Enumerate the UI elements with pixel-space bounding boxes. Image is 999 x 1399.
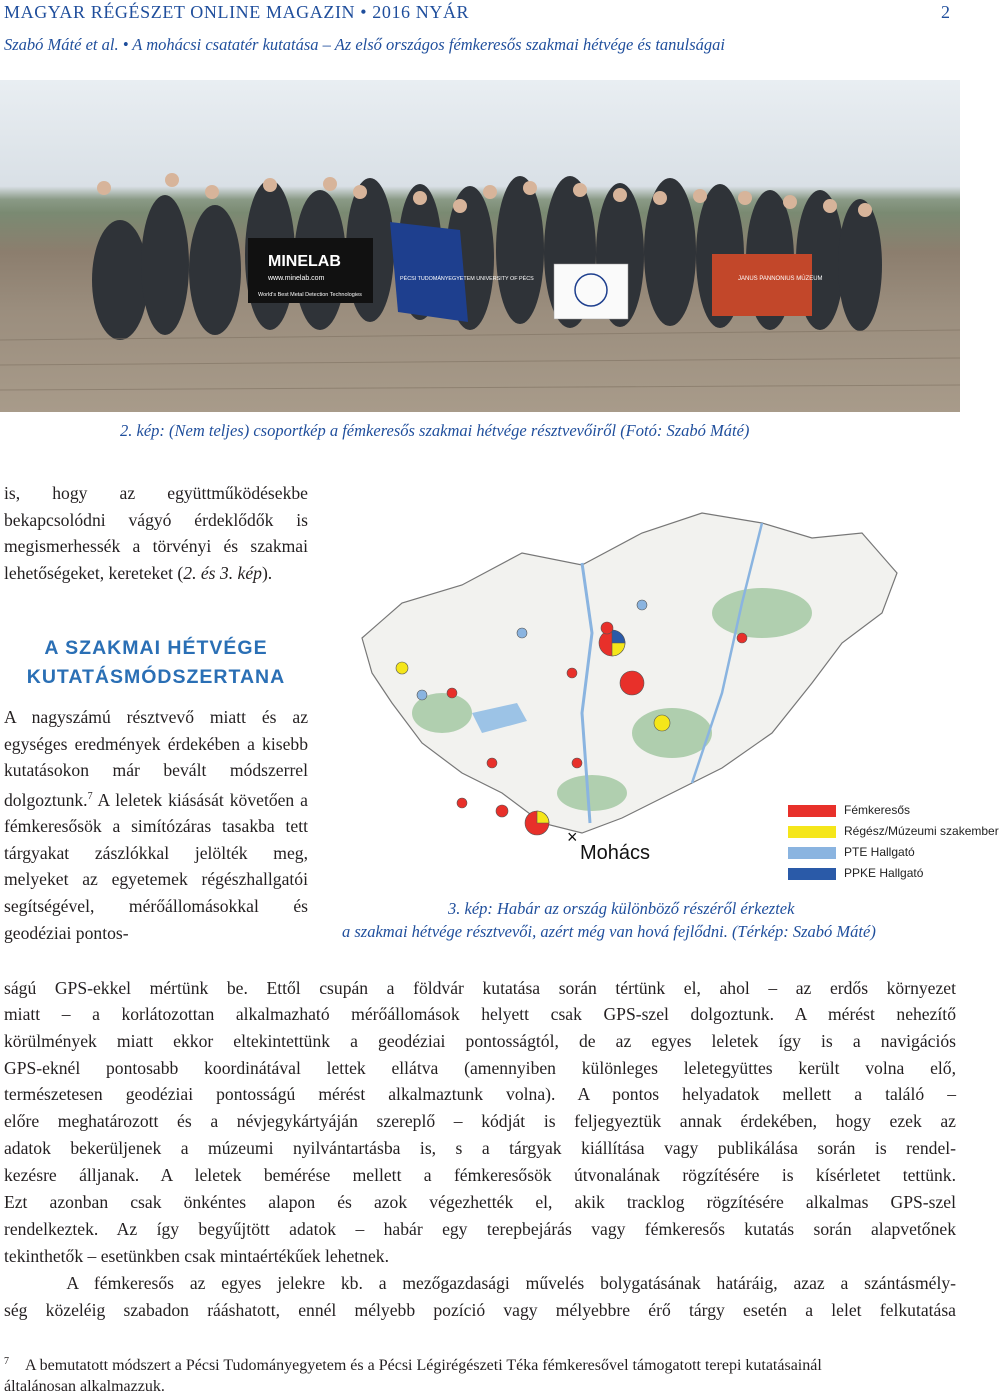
- mohacs-marker-icon: ×: [567, 827, 578, 847]
- jpm-banner-text: JANUS PANNONIUS MÚZEUM: [738, 276, 823, 282]
- body-line: kezésre álljanak. A leletek bemérése mellett a fémkeresősök útvonalának rögzítésére is kísérletet tettünk.: [4, 1165, 956, 1185]
- footnote-text: A bemutatott módszert a Pécsi Tudományegyetem és a Pécsi Légirégészeti Téka fémkeresővel támogatott terepi kutatásainál: [25, 1357, 822, 1375]
- page-number: 2: [941, 2, 950, 22]
- left-para-1-end: ).: [261, 562, 273, 583]
- body-line: tekinthetők – esetünkben csak mintaértékűek lehetnek.: [4, 1246, 389, 1266]
- body-line: A fémkeresős az egyes jelekre kb. a mezőgazdasági művelés bolygatásának határáig, azaz a szántásmély-: [4, 1273, 956, 1293]
- footnote: [4, 1356, 822, 1375]
- pte-banner-text: PÉCSI TUDOMÁNYEGYETEM UNIVERSITY OF PÉCS: [400, 276, 534, 282]
- left-para-1-text: is, hogy az együttműködésekbe bekapcsolódni vágyó érdeklődők is megismerhessék a törvényi és szakmai lehetőségeket, kereteket (: [4, 483, 308, 583]
- body-line: ség közeléig szabadon rááshatott, ennél mélyebb pozíció vagy mélyebbre érő tárgy esetén a lelet felkutatása: [4, 1300, 956, 1320]
- left-para-1: [4, 480, 308, 586]
- minelab-tag-text: World's Best Metal Detection Technologies: [258, 292, 362, 298]
- footnote-reference[interactable]: 7: [87, 790, 93, 802]
- running-title: Szabó Máté et al. • A mohácsi csatatér kutatása – Az első országos fémkeresős szakmai hétvége és tanulságai: [4, 35, 726, 54]
- group-photo: [0, 80, 960, 412]
- footnote-number: 7: [4, 1356, 9, 1367]
- body-line: rendelkeztek. Az így begyűjtött adatok – habár egy terepbejárás vagy fémkeresős kutatás során alapvetőnek: [4, 1219, 956, 1239]
- body-line: GPS-eknél pontosabb koordinátával lettek ellátva (amennyiben különleges leletegyüttes került volna elő,: [4, 1058, 956, 1078]
- body-line: miatt – a korlátozottan alkalmazható mérőállomások helyett csak GPS-szel dolgoztunk. A mérést nehezítő: [4, 1004, 956, 1024]
- figure-reference: 2. és 3. kép: [183, 562, 262, 583]
- map-caption-line-1: 3. kép: Habár az ország különböző részéről érkeztek: [448, 899, 795, 918]
- body-line: ságú GPS-ekkel mértünk be. Ettől csupán a földvár kutatása során tértünk el, ahol – az erdős környezet: [4, 978, 956, 998]
- map-caption-line-2: a szakmai hétvége résztvevői, azért még van hová fejlődni. (Térkép: Szabó Máté): [342, 922, 876, 941]
- minelab-banner-text: MINELAB: [268, 253, 341, 270]
- map-place-label: Mohács: [580, 842, 651, 864]
- legend-label: PPKE Hallgató: [844, 866, 924, 880]
- left-para-2-text-b: A leletek kiásását követően a fémkeresősök a simítózáras tasakba tett tárgyakat zászlókkal jelölték meg, melyeket az egyetemek régészhallgatói segítségével, mérőállomásokkal és geodéziai pontos-: [4, 789, 308, 943]
- magazine-header: MAGYAR RÉGÉSZET ONLINE MAGAZIN • 2016 NYÁR: [4, 2, 470, 22]
- body-line: természetesen geodéziai pontosságú mérést alkalmaztunk volna). A pontos helyadatok mellett a találó –: [4, 1084, 956, 1104]
- legend-swatch: [788, 805, 836, 817]
- body-line: Ezt azonban csak önkéntes alapon és azok végezhették el, akik tracklog rögzítésére alkalmas GPS-szel: [4, 1192, 956, 1212]
- group-photo-illustration: [0, 80, 960, 412]
- body-line: adatok bekerüljenek a múzeumi nyilvántartásba is, s a tárgyak kiállítása vagy publikálása során is rendel-: [4, 1138, 956, 1158]
- legend-label: PTE Hallgató: [844, 845, 915, 859]
- hungary-map: [342, 493, 999, 890]
- legend-swatch: [788, 847, 836, 859]
- minelab-url-text: www.minelab.com: [268, 275, 325, 282]
- footnote-line-2: általánosan alkalmazzuk.: [4, 1378, 165, 1395]
- legend-label: Fémkeresős: [844, 803, 911, 817]
- left-para-2: [4, 704, 308, 946]
- photo-caption: 2. kép: (Nem teljes) csoportkép a fémkeresős szakmai hétvége résztvevőiről (Fotó: Szabó Máté): [120, 421, 750, 440]
- map-legend: [788, 803, 999, 895]
- body-line: előre meghatározott és a névjegykártyáján szereplő – kódját is feljegyeztük annak érdekében, hogy ezek az: [4, 1111, 956, 1131]
- legend-label: Régész/Múzeumi szakember: [844, 824, 999, 838]
- body-line: körülmények miatt ekkor eltekintettünk a geodéziai pontosságtól, de az egyes leletek így is a navigációs: [4, 1031, 956, 1051]
- section-heading: A SZAKMAI HÉTVÉGE KUTATÁSMÓDSZERTANA: [26, 637, 286, 688]
- left-para-2-text-a: A nagyszámú résztvevő miatt és az egységes eredmények érdekében a kisebb kutatásokon már bevált módszerrel dolgoztunk.: [4, 707, 308, 810]
- legend-swatch: [788, 868, 836, 880]
- legend-swatch: [788, 826, 836, 838]
